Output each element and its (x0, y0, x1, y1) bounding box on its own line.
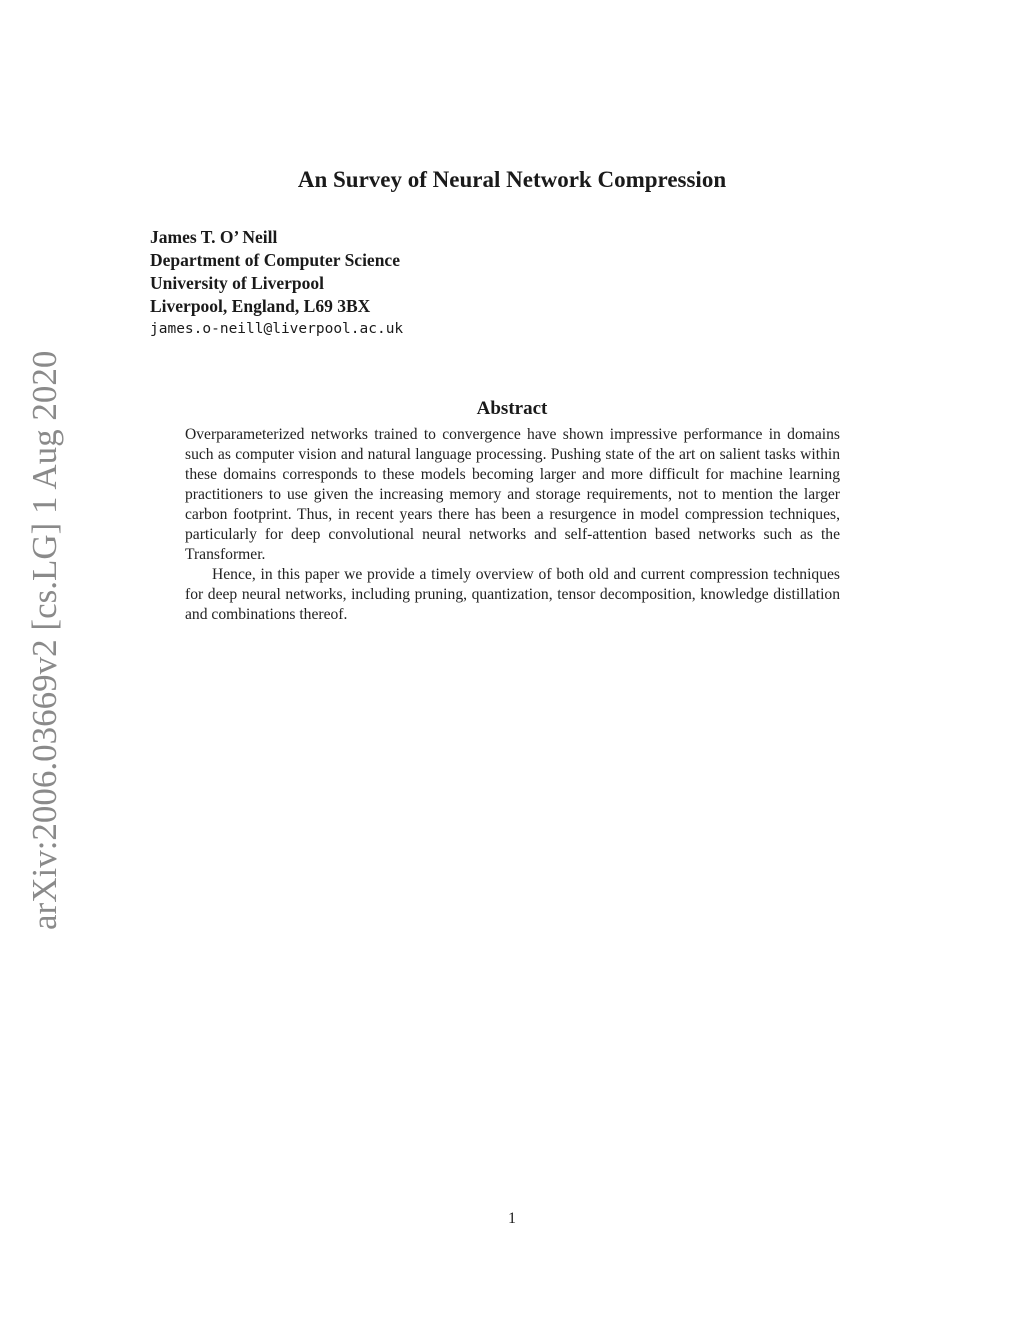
paper-title: An Survey of Neural Network Compression (297, 167, 727, 192)
abstract-body (185, 425, 840, 625)
author-university: University of Liverpool (150, 273, 325, 293)
abstract-paragraph-2: Hence, in this paper we provide a timely overview of both old and current compression techniques for deep neural networks, including pruning, quantization, tensor decomposition, knowledge distillation and combinations thereof. (185, 566, 840, 623)
abstract-paragraph-1: Overparameterized networks trained to convergence have shown impressive performance in domains such as computer vision and natural language processing. Pushing state of the art on salient tasks within these domains corresponds to these models becoming larger and more difficult for machine learning practitioners to use given the increasing memory and storage requirements, not to mention the larger carbon footprint. Thus, in recent years there has been a resurgence in model compression techniques, particularly for deep convolutional neural networks and self-attention based networks such as the Transformer. (185, 426, 840, 563)
abstract-heading: Abstract (476, 398, 548, 419)
author-name: James T. O’ Neill (150, 227, 278, 247)
author-address: Liverpool, England, L69 3BX (150, 296, 371, 316)
arxiv-identifier-stamp: arXiv:2006.03669v2 [cs.LG] 1 Aug 2020 (25, 350, 64, 930)
author-department: Department of Computer Science (150, 250, 400, 270)
page-number: 1 (508, 1210, 516, 1227)
author-email: james.o-neill@liverpool.ac.uk (150, 321, 404, 337)
author-block (150, 226, 670, 341)
